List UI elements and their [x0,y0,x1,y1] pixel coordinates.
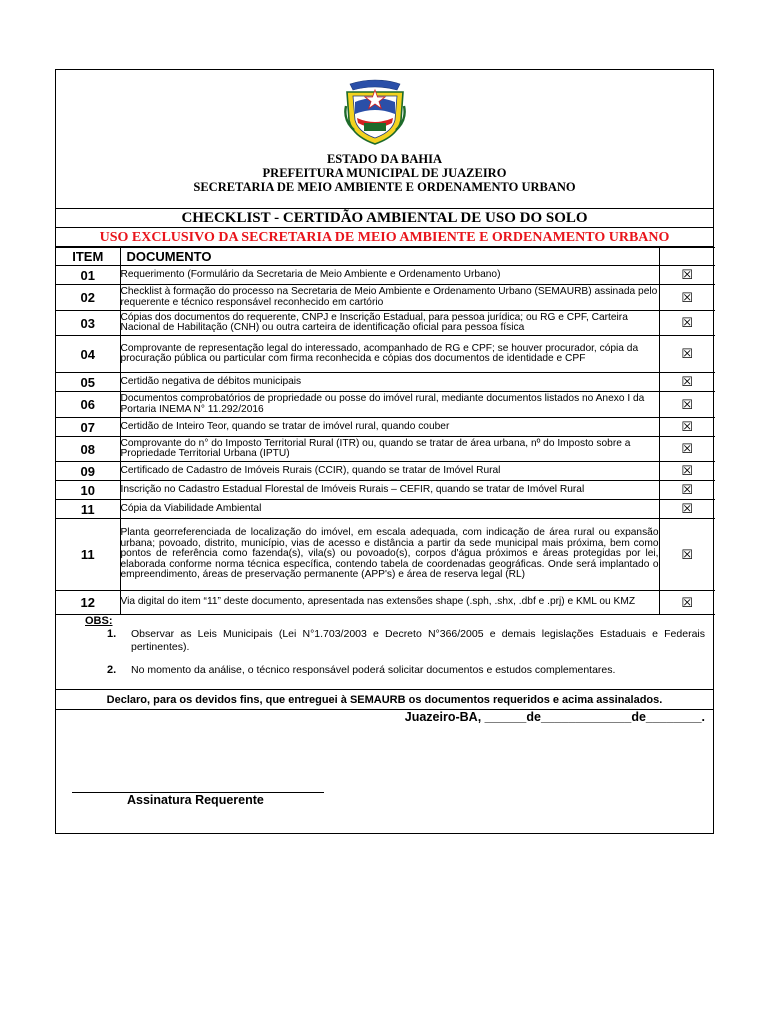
table-row [56,392,715,418]
item-number: 07 [56,418,120,437]
col-header-item: ITEM [56,248,120,266]
item-number: 11 [56,500,120,519]
item-number: 11 [56,519,120,591]
item-document: Via digital do item “11” deste documento, apresentada nas extensões shape (.sph, .shx, .dbf e .prj) e KML ou KMZ [120,591,659,615]
item-document: Requerimento (Formulário da Secretaria de Meio Ambiente e Ordenamento Urbano) [120,266,659,285]
checkbox-checked[interactable]: ☒ [659,392,715,418]
header-secretariat: SECRETARIA DE MEIO AMBIENTE E ORDENAMENTO URBANO [193,180,576,194]
date-place-line: Juazeiro-BA, ______de_____________de________. [404,710,705,724]
observation-number: 2. [107,664,117,676]
checkbox-checked[interactable]: ☒ [659,266,715,285]
document-header [56,70,713,209]
table-row [56,437,715,462]
item-number: 02 [56,285,120,311]
item-document: Comprovante do n° do Imposto Territorial Rural (ITR) ou, quando se tratar de área urbana, nº do Imposto sobre a Propriedade Territorial Urbana (IPTU) [120,437,659,462]
item-document: Planta georreferenciada de localização do imóvel, em escala adequada, com indicação de área rural ou expansão urbana; povoado, distrito, município, vias de acesso e distância a partir da sede municipal mais próxima, bem como pontos de referência como fazenda(s), vila(s) ou povoado(s), corpos d'água próximos e áreas protegidas por lei, elaborada conforme norma técnica específica, contendo tabela de coordenadas geográficas. Onde será implantado o empreendimento, áreas de preservação permanente (APP's) e área de reserva legal (RL) [120,519,659,591]
table-row [56,591,715,615]
col-header-check [659,248,715,266]
item-document: Certificado de Cadastro de Imóveis Rurais (CCIR), quando se tratar de Imóvel Rural [120,462,659,481]
header-state: ESTADO DA BAHIA [326,152,443,166]
item-number: 09 [56,462,120,481]
checkbox-checked[interactable]: ☒ [659,462,715,481]
table-row [56,373,715,392]
item-number: 08 [56,437,120,462]
item-number: 10 [56,481,120,500]
item-document: Certidão de Inteiro Teor, quando se tratar de imóvel rural, quando couber [120,418,659,437]
item-number: 06 [56,392,120,418]
observation-text: No momento da análise, o técnico responsável poderá solicitar documentos e estudos complementares. [131,664,616,676]
col-header-document: DOCUMENTO [120,248,659,266]
checkbox-checked[interactable]: ☒ [659,519,715,591]
exclusive-use-banner: USO EXCLUSIVO DA SECRETARIA DE MEIO AMBIENTE E ORDENAMENTO URBANO [56,228,713,247]
checkbox-checked[interactable]: ☒ [659,500,715,519]
table-row [56,500,715,519]
checkbox-checked[interactable]: ☒ [659,418,715,437]
checkbox-checked[interactable]: ☒ [659,437,715,462]
observation-number: 1. [107,628,117,640]
document-frame [55,69,714,834]
table-row [56,336,715,373]
checkbox-checked[interactable]: ☒ [659,336,715,373]
observations-title: OBS: [85,615,113,627]
item-number: 03 [56,311,120,336]
table-row [56,462,715,481]
item-document: Cópia da Viabilidade Ambiental [120,500,659,519]
item-document: Cópias dos documentos do requerente, CNPJ e Inscrição Estadual, para pessoa jurídica; ou RG e CPF, Carteira Nacional de Habilitação (CNH) ou outra carteira de identificação oficial para pessoa física [120,311,659,336]
observation-text: Observar as Leis Municipais (Lei N°1.703/2003 e Decreto N°366/2005 e demais legislações Estaduais e Federais pertinentes). [131,628,705,653]
table-row [56,481,715,500]
document-title: CHECKLIST - CERTIDÃO AMBIENTAL DE USO DO SOLO [56,209,713,228]
item-number: 04 [56,336,120,373]
table-row [56,418,715,437]
item-document: Comprovante de representação legal do interessado, acompanhado de RG e CPF; se houver procurador, cópia da procuração pública ou particular com firma reconhecida e cópias dos documentos de identidade e CPF [120,336,659,373]
item-document: Certidão negativa de débitos municipais [120,373,659,392]
item-document: Documentos comprobatórios de propriedade ou posse do imóvel rural, mediante documentos listados no Anexo I da Portaria INEMA N° 11.292/2016 [120,392,659,418]
item-number: 12 [56,591,120,615]
checkbox-checked[interactable]: ☒ [659,373,715,392]
header-municipality: PREFEITURA MUNICIPAL DE JUAZEIRO [262,166,507,180]
table-row [56,519,715,591]
declaration-text: Declaro, para os devidos fins, que entreguei à SEMAURB os documentos requeridos e acima assinalados. [56,690,713,710]
item-document: Inscrição no Cadastro Estadual Florestal de Imóveis Rurais – CEFIR, quando se tratar de Imóvel Rural [120,481,659,500]
table-row [56,311,715,336]
item-number: 05 [56,373,120,392]
item-document: Checklist à formação do processo na Secretaria de Meio Ambiente e Ordenamento Urbano (SEMAURB) assinada pelo requerente e técnico responsável reconhecido em cartório [120,285,659,311]
checkbox-checked[interactable]: ☒ [659,285,715,311]
checklist-table [56,247,715,615]
item-number: 01 [56,266,120,285]
table-row [56,266,715,285]
checkbox-checked[interactable]: ☒ [659,311,715,336]
signature-label: Assinatura Requerente [127,793,264,807]
checkbox-checked[interactable]: ☒ [659,591,715,615]
checkbox-checked[interactable]: ☒ [659,481,715,500]
observations-section [56,615,713,690]
checklist-header-row [56,248,715,266]
table-row [56,285,715,311]
juazeiro-coat-of-arms [344,76,406,146]
